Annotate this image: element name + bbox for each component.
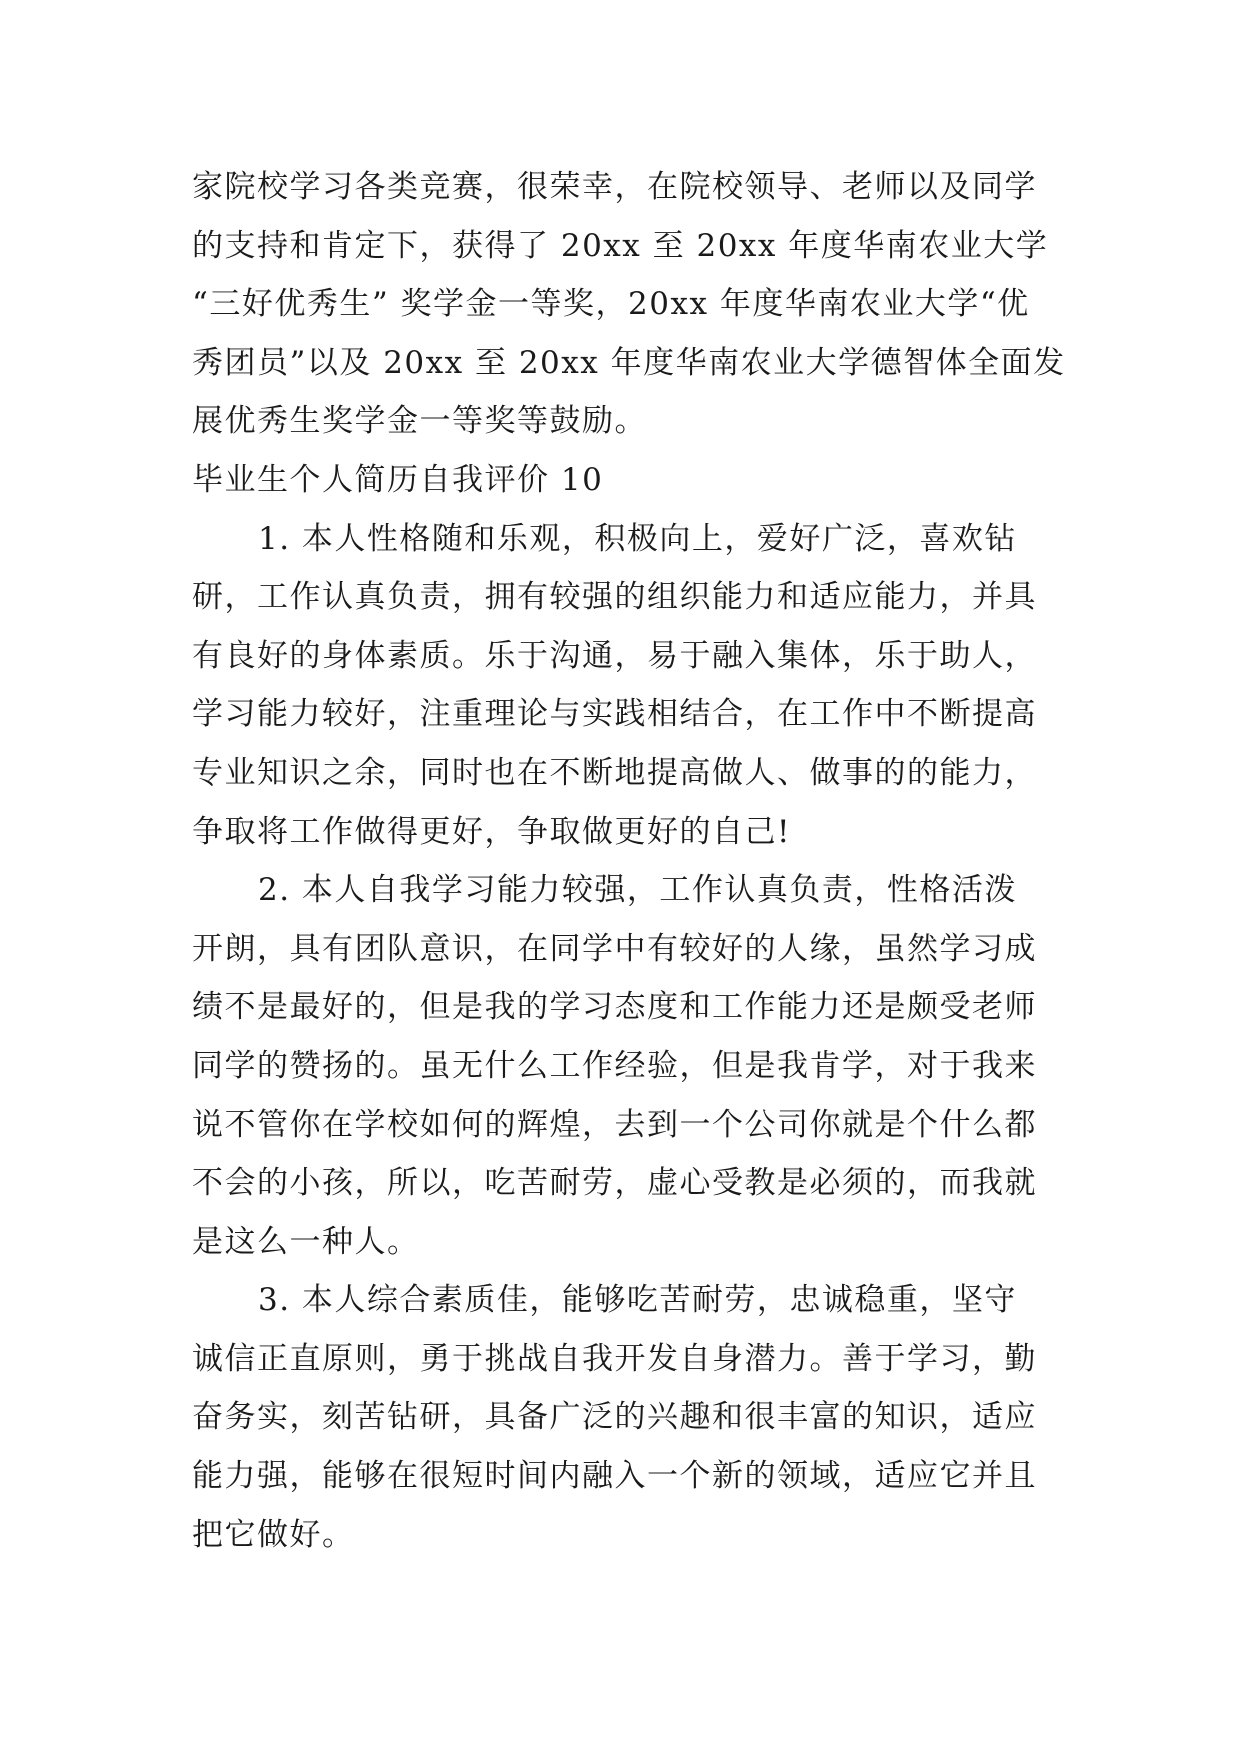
item-1-paragraph: [192, 510, 1052, 862]
text-line: 绩不是最好的，但是我的学习态度和工作能力还是颇受老师: [192, 989, 1037, 1026]
text-line: 2. 本人自我学习能力较强，工作认真负责，性格活泼: [258, 872, 1017, 909]
text-line: 把它做好。: [192, 1516, 355, 1553]
text-line: 奋务实，刻苦钻研，具备广泛的兴趣和很丰富的知识，适应: [192, 1399, 1037, 1436]
text-line: 开朗，具有团队意识，在同学中有较好的人缘，虽然学习成: [192, 930, 1037, 967]
text-line: 不会的小孩，所以，吃苦耐劳，虚心受教是必须的，而我就: [192, 1165, 1037, 1202]
text-line: 有良好的身体素质。乐于沟通，易于融入集体，乐于助人，: [192, 637, 1037, 674]
text-line: 的支持和肯定下，获得了 20xx 至 20xx 年度华南农业大学: [192, 227, 1049, 264]
text-line: 1. 本人性格随和乐观，积极向上，爱好广泛，喜欢钻: [258, 520, 1017, 557]
item-3-paragraph: [192, 1271, 1052, 1564]
text-line: 诚信正直原则，勇于挑战自我开发自身潜力。善于学习，勤: [192, 1340, 1037, 1377]
text-line: 家院校学习各类竞赛，很荣幸，在院校领导、老师以及同学: [192, 169, 1037, 205]
section-heading: 毕业生个人简历自我评价 10: [192, 461, 604, 498]
text-line: 研，工作认真负责，拥有较强的组织能力和适应能力，并具: [192, 579, 1037, 616]
intro-paragraph: [192, 158, 1066, 451]
text-line: 同学的赞扬的。虽无什么工作经验，但是我肯学，对于我来: [192, 1047, 1037, 1084]
text-line: “三好优秀生” 奖学金一等奖，20xx 年度华南农业大学“优: [192, 286, 1030, 323]
text-line: 专业知识之余，同时也在不断地提高做人、做事的的能力，: [192, 754, 1037, 791]
text-line: 秀团员”以及 20xx 至 20xx 年度华南农业大学德智体全面发: [192, 344, 1066, 381]
text-line: 是这么一种人。: [192, 1223, 420, 1260]
text-line: 展优秀生奖学金一等奖等鼓励。: [192, 403, 647, 440]
text-line: 学习能力较好，注重理论与实践相结合，在工作中不断提高: [192, 696, 1037, 733]
text-line: 争取将工作做得更好，争取做更好的自己!: [192, 813, 791, 850]
text-line: 说不管你在学校如何的辉煌，去到一个公司你就是个什么都: [192, 1106, 1037, 1143]
text-line: 3. 本人综合素质佳，能够吃苦耐劳，忠诚稳重，坚守: [258, 1282, 1017, 1319]
text-line: 能力强，能够在很短时间内融入一个新的领域，适应它并且: [192, 1458, 1037, 1495]
item-2-paragraph: [192, 861, 1052, 1271]
document-body: [192, 158, 1066, 1564]
